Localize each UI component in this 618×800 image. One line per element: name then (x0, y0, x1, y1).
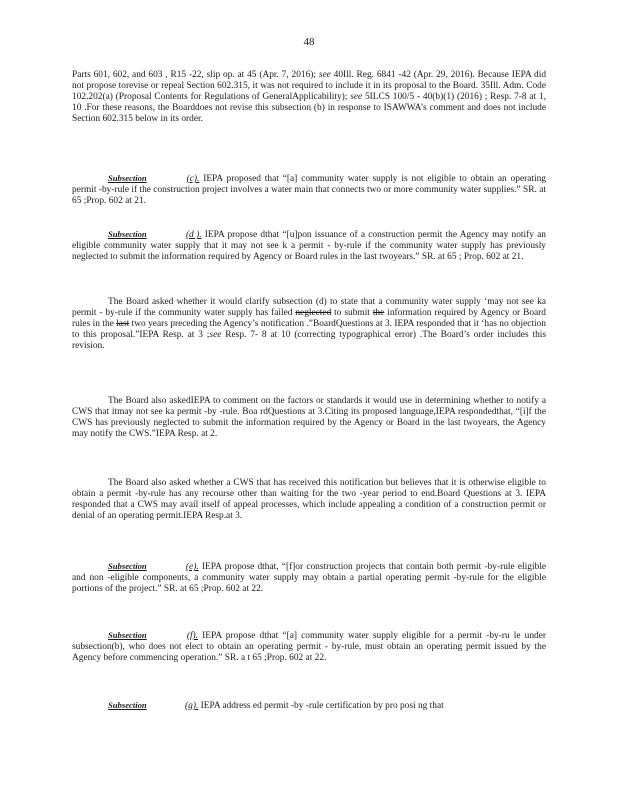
text-run: The Board also askedIEPA to comment on the factors or standards it would use in determining whether to notify a CWS that itmay not see ka permit -by -rule. Boa rdQuestions at 3.Citing its proposed language,IEPA respondedthat, “[i]f the CWS has previously neglected to submit the information required by the Agency or Board in the last twoyears, the Agency may notify the CWS.”IEPA Resp. at 2. (72, 396, 546, 440)
text-run: The Board asked whether it would clarify subsection (d) to state that a community water supply ‘may not see ka permit - by-rule if the community water supply has failed (72, 297, 546, 319)
subsection-letter: (d ). (185, 230, 202, 240)
paragraph-subsection-d (72, 229, 546, 263)
subsection-letter: (e). (185, 562, 199, 572)
subsection-letter: (f). (186, 631, 199, 641)
text-run: two years preceding the Agency’s notification .”BoardQuestions at 3. IEPA responded that it ‘has no objection to this proposal.”IEPA Resp. at 3 ; (72, 319, 546, 341)
text-run: IEPA address ed permit -by -rule certification by pro posi ng that (198, 701, 444, 711)
text-run: IEPA propose dthat “[a] community water supply eligible for a permit -by-ru le under subsection(b), who does not elect to obtain an operating permit - by-rule, must obtain an operating permit issued by the Agency before commencing operation.” SR. a t 65 ;Prop. 602 at 22. (72, 631, 547, 664)
paragraph-board-question-d (72, 297, 546, 352)
subsection-label: Subsection (108, 229, 147, 239)
struck-text: neglected (295, 308, 332, 319)
struck-text: the (372, 308, 385, 319)
subsection-label: Subsection (108, 173, 147, 183)
paragraph-subsection-b-discussion (72, 70, 546, 125)
text-run: IEPA propose dthat “[u]pon issuance of a construction permit the Agency may notify an eligible community water supply that it may not see k a permit - by-rule if the community water supply has previously neglected to submit the information required by Agency or Board rules in the last twoyears.” SR. at 65 ; Prop. 602 at 21. (72, 230, 546, 263)
struck-text: last (116, 319, 130, 330)
page-number: 48 (303, 36, 315, 48)
citation-signal: see (209, 330, 222, 341)
paragraph-board-recourse (72, 478, 546, 522)
text-run: information required by Agency or Board rules in the (72, 308, 546, 330)
text-run: to submit (331, 308, 373, 319)
text-run: The Board also asked whether a CWS that has received this notification but believes that it is otherwise eligible to obtain a permit -by-rule has any recourse other than waiting for the two -year period to end.Board Questions at 3. IEPA responded that a CWS may avail itself of appeal processes, which include appealing a condition of a construction permit or denial of an operating permit.IEPA Resp.at 3. (72, 478, 546, 522)
subsection-label: Subsection (108, 561, 147, 571)
text-run: IEPA propose dthat, “[f]or construction projects that contain both permit -by-rule eligible and non -eligible components, a community water supply may obtain a partial operating permit -by-rule for the eligible portions of the project.” SR. at 65 ;Prop. 602 at 22. (72, 562, 547, 595)
paragraph-subsection-e (72, 561, 546, 595)
citation-signal: see (350, 92, 363, 103)
text-run: Resp. 7- 8 at 10 (correcting typographical error) .The Board’s order includes this revision. (72, 330, 547, 352)
text-run: IEPA proposed that “[a] community water supply is not eligible to obtain an operating permit -by-rule if the construction project involves a water main that connects two or more community water supplies.” SR. at 65 ;Prop. 602 at 21. (72, 174, 546, 207)
paragraph-subsection-f (72, 630, 546, 664)
subsection-label: Subsection (108, 630, 147, 640)
subsection-label: Subsection (108, 700, 147, 710)
citation-signal: see (318, 70, 331, 80)
paragraph-board-factors (72, 396, 546, 440)
text-run: 40Ill. Reg. 6841 -42 (Apr. 29, 2016). Because IEPA did not propose torevise or repeal Section 602.315, it was not required to include it in its proposal to the Board. 35Ill. Adm. Code 102.202(a) (Proposal Contents for Regulations of GeneralApplicability); (72, 70, 547, 103)
paragraph-subsection-c (72, 173, 546, 207)
text-run: Parts 601, 602, and 603 , R15 -22, slip op. at 45 (Apr. 7, 2016); (72, 70, 319, 80)
subsection-letter: (c). (186, 174, 200, 184)
subsection-letter: (g). (185, 701, 199, 711)
paragraph-subsection-g (72, 700, 546, 712)
text-run: 5ILCS 100/5 - 40(b)(1) (2016) ; Resp. 7-8 at 1, 10 .For these reasons, the Boarddoes not revise this subsection (b) in response to ISAWWA’s comment and does not include Section 602.315 below in its order. (72, 92, 546, 125)
